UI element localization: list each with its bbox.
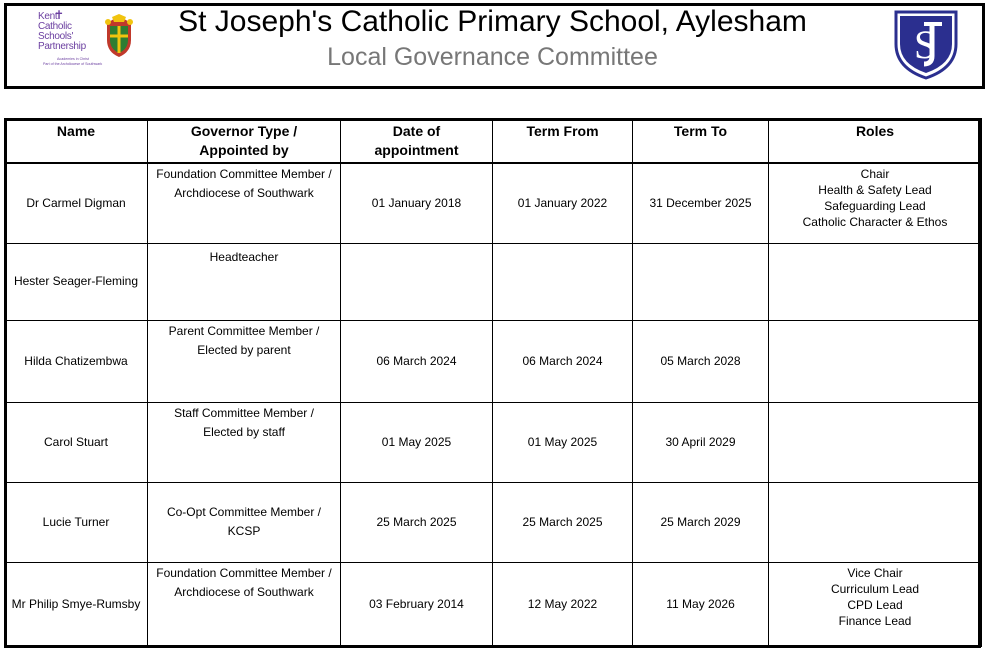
cell-name: Hilda Chatizembwa [5,320,148,402]
cell-type [148,163,341,243]
cell-type-line1: Co-Opt Committee Member / [166,505,322,519]
cell-term-from: 12 May 2022 [493,562,633,646]
cell-name: Carol Stuart [5,402,148,482]
col-header-roles: Roles [769,119,982,164]
cell-date: 03 February 2014 [341,562,493,646]
cell-type-line2: Archdiocese of Southwark [174,186,314,200]
kcsp-line4: Partnership [38,41,86,52]
cell-name: Lucie Turner [5,482,148,562]
cell-type [148,320,341,402]
cell-name: Hester Seager-Fleming [5,243,148,320]
role-item: Catholic Character & Ethos [802,215,948,229]
role-item: Safeguarding Lead [824,199,926,213]
cell-term-to: 31 December 2025 [633,163,769,243]
cell-term-from: 25 March 2025 [493,482,633,562]
table-row [5,482,982,562]
kcsp-line3: Schools' [38,31,74,42]
cell-type-line1: Staff Committee Member / [174,405,314,420]
table-row [5,320,982,402]
col-header-type [148,119,341,164]
cell-term-to: 05 March 2028 [633,320,769,402]
role-item: Curriculum Lead [830,581,920,596]
cell-type-line1: Foundation Committee Member / [156,565,332,580]
table-header-row [5,119,982,164]
table-row [5,243,982,320]
role-item: CPD Lead [847,597,903,612]
role-item: Chair [860,167,890,181]
cell-date: 06 March 2024 [341,320,493,402]
cell-term-from: 01 January 2022 [493,163,633,243]
cell-date [341,243,493,320]
svg-text:S: S [914,22,937,67]
kcsp-tagline2: Part of the Archdiocese of Southwark [43,62,103,66]
cell-type-line1: Parent Committee Member / [168,323,320,338]
kcsp-tagline1: Academies in Christ [57,57,89,61]
cell-term-to [633,243,769,320]
cell-type [148,482,341,562]
cell-type-line1: Foundation Committee Member / [156,167,332,181]
col-header-date [341,119,493,164]
cell-type-line2: KCSP [227,524,261,538]
cell-date: 01 May 2025 [341,402,493,482]
cell-type [148,243,341,320]
col-header-type-text: Governor Type / Appointed by [190,123,298,158]
cell-roles [769,482,982,562]
col-header-term-from: Term From [493,119,633,164]
kcsp-line2: Catholic [38,21,72,32]
cell-term-from: 01 May 2025 [493,402,633,482]
cell-type-line2: Archdiocese of Southwark [174,584,314,599]
table-row [5,163,982,243]
role-item: Finance Lead [838,613,912,628]
cell-name: Mr Philip Smye-Rumsby [5,562,148,646]
cell-roles [769,320,982,402]
cell-type [148,562,341,646]
cross-icon: ✝ [54,8,64,22]
cell-term-from [493,243,633,320]
cell-roles [769,243,982,320]
cell-roles [769,163,982,243]
page-subtitle: Local Governance Committee [327,43,658,71]
role-item: Health & Safety Lead [818,183,932,197]
cell-type [148,402,341,482]
col-header-name: Name [5,119,148,164]
school-crest-icon [892,8,960,80]
governors-table [4,118,982,647]
role-item: Vice Chair [847,565,903,580]
cell-roles [769,402,982,482]
cell-term-from: 06 March 2024 [493,320,633,402]
cell-date: 01 January 2018 [341,163,493,243]
cell-date: 25 March 2025 [341,482,493,562]
col-header-term-to: Term To [633,119,769,164]
kcsp-line1: Kent [38,11,58,22]
cell-term-to: 25 March 2029 [633,482,769,562]
cell-type-line1: Headteacher [209,249,279,264]
cell-term-to: 30 April 2029 [633,402,769,482]
cell-name: Dr Carmel Digman [5,163,148,243]
col-header-date-text: Date of appointment [374,123,459,158]
table-row [5,562,982,646]
cell-type-line2: Elected by parent [197,342,291,357]
table-row [5,402,982,482]
page-title: St Joseph's Catholic Primary School, Aylesham [178,5,807,38]
cell-roles [769,562,982,646]
cell-type-line2: Elected by staff [203,424,285,439]
cell-term-to: 11 May 2026 [633,562,769,646]
